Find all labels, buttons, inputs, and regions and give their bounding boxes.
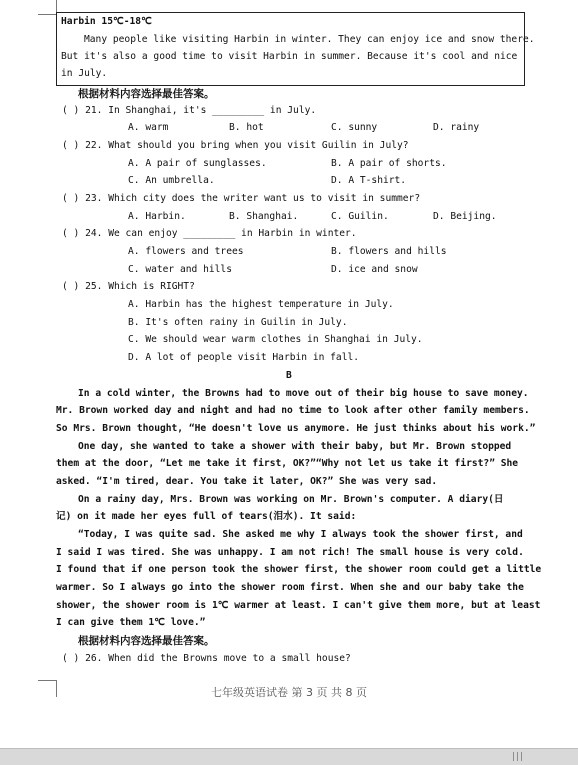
passage-b-line-4: One day, she wanted to take a shower with their baby, but Mr. Brown stopped	[78, 441, 512, 452]
question-23: ( ) 23. Which city does the writer want us to visit in summer?	[62, 193, 421, 204]
instruction-1: 根据材料内容选择最佳答案。	[78, 88, 215, 100]
passage-b-line-7: On a rainy day, Mrs. Brown was working on Mr. Brown's computer. A diary(日	[78, 494, 504, 505]
passage-b-line-10: I said I was tired. She was unhappy. I am not rich! The small house is very cold.	[56, 547, 524, 558]
q24-option-d: D. ice and snow	[331, 264, 418, 275]
question-21: ( ) 21. In Shanghai, it's _________ in July.	[62, 105, 317, 116]
page-corner-mark-top	[38, 0, 57, 15]
passage-a-line-2: But it's also a good time to visit Harbin in summer. Because it's cool and nice	[61, 51, 518, 62]
status-bar	[0, 748, 578, 765]
q23-option-c: C. Guilin.	[331, 211, 389, 222]
q25-option-c: C. We should wear warm clothes in Shanghai in July.	[128, 334, 423, 345]
resize-handle-icon[interactable]: |||	[511, 752, 524, 762]
passage-b-line-14: I can give them 1℃ love.”	[56, 617, 206, 628]
instruction-2: 根据材料内容选择最佳答案。	[78, 635, 215, 647]
q22-option-d: D. A T-shirt.	[331, 175, 407, 186]
passage-a-title: Harbin 15℃-18℃	[61, 16, 152, 27]
question-26: ( ) 26. When did the Browns move to a small house?	[62, 653, 351, 664]
question-25: ( ) 25. Which is RIGHT?	[62, 281, 195, 292]
page-footer: 七年级英语试卷 第 3 页 共 8 页	[211, 686, 367, 699]
section-b-heading: B	[286, 370, 292, 381]
q25-option-a: A. Harbin has the highest temperature in July.	[128, 299, 394, 310]
passage-b-line-9: “Today, I was quite sad. She asked me why I always took the shower first, and	[78, 529, 523, 540]
q23-option-b: B. Shanghai.	[229, 211, 299, 222]
passage-a-line-1: Many people like visiting Harbin in winter. They can enjoy ice and snow there.	[84, 34, 535, 45]
passage-b-line-6: asked. “I'm tired, dear. You take it later, OK?” She was very sad.	[56, 476, 438, 487]
q23-option-d: D. Beijing.	[433, 211, 497, 222]
q25-option-b: B. It's often rainy in Guilin in July.	[128, 317, 348, 328]
q24-option-a: A. flowers and trees	[128, 246, 244, 257]
q23-option-a: A. Harbin.	[128, 211, 186, 222]
passage-b-line-13: shower, the shower room is 1℃ warmer at least. I can't give them more, but at least	[56, 600, 541, 611]
q21-option-c: C. sunny	[331, 122, 378, 133]
q21-option-d: D. rainy	[433, 122, 480, 133]
passage-b-line-3: So Mrs. Brown thought, “He doesn't love us anymore. He just thinks about his work.”	[56, 423, 536, 434]
passage-b-line-12: warmer. So I always go into the shower room first. When she and our baby take the	[56, 582, 524, 593]
passage-b-line-5: them at the door, “Let me take it first, OK?”“Why not let us take it first?” She	[56, 458, 519, 469]
q22-option-b: B. A pair of shorts.	[331, 158, 447, 169]
passage-a-line-3: in July.	[61, 68, 108, 79]
question-22: ( ) 22. What should you bring when you visit Guilin in July?	[62, 140, 409, 151]
passage-b-line-11: I found that if one person took the shower first, the shower room could get a little	[56, 564, 542, 575]
q24-option-c: C. water and hills	[128, 264, 232, 275]
q25-option-d: D. A lot of people visit Harbin in fall.	[128, 352, 360, 363]
passage-b-line-1: In a cold winter, the Browns had to move out of their big house to save money.	[78, 388, 529, 399]
question-24: ( ) 24. We can enjoy _________ in Harbin in winter.	[62, 228, 357, 239]
q21-option-b: B. hot	[229, 122, 264, 133]
q22-option-c: C. An umbrella.	[128, 175, 215, 186]
q21-option-a: A. warm	[128, 122, 169, 133]
passage-b-line-2: Mr. Brown worked day and night and had no time to look after other family members.	[56, 405, 530, 416]
q24-option-b: B. flowers and hills	[331, 246, 447, 257]
q22-option-a: A. A pair of sunglasses.	[128, 158, 267, 169]
passage-b-line-8: 记) on it made her eyes full of tears(泪水). It said:	[56, 511, 357, 522]
